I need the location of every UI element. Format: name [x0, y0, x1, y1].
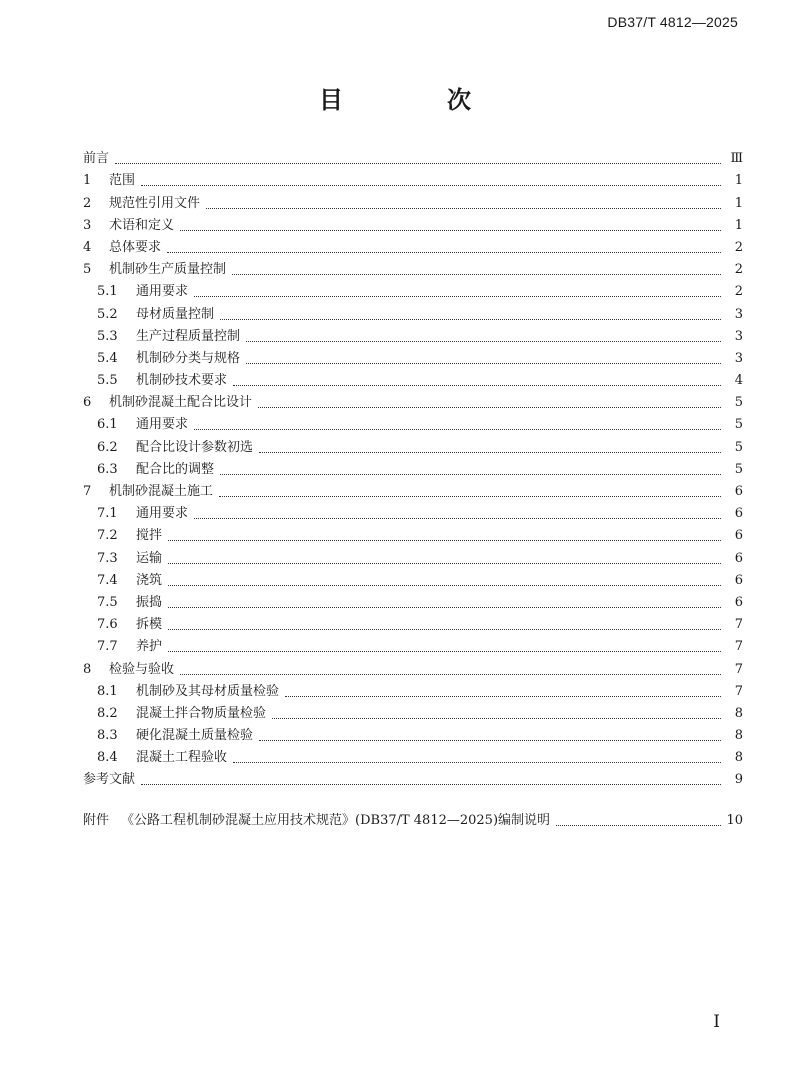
toc-entry[interactable] — [83, 744, 743, 766]
dot-leader — [219, 495, 721, 497]
toc-entry-title: 配合比设计参数初选 — [136, 439, 254, 455]
toc-entry[interactable] — [83, 278, 743, 300]
toc-entry-number: 8 — [83, 661, 92, 677]
toc-entry[interactable] — [83, 189, 743, 211]
toc-entry-page: 5 — [734, 439, 743, 455]
toc-entry-title: 浇筑 — [136, 572, 163, 588]
toc-entry-number: 6 — [83, 395, 92, 411]
toc-entry[interactable] — [83, 389, 743, 411]
dot-leader — [206, 207, 721, 209]
toc-entry[interactable] — [83, 678, 743, 700]
toc-entry[interactable] — [83, 323, 743, 345]
toc-entry[interactable] — [83, 300, 743, 322]
toc-entry[interactable] — [83, 633, 743, 655]
dot-leader — [168, 562, 721, 564]
toc-entry-page: 5 — [734, 395, 743, 411]
dot-leader — [194, 428, 721, 430]
toc-entry-number: 5.1 — [97, 284, 118, 300]
toc-entry-number: 4 — [83, 239, 92, 255]
toc-entry-title: 养护 — [136, 639, 163, 655]
toc-entry-title: 混凝土工程验收 — [136, 750, 228, 766]
toc-entry-number: 5.5 — [97, 373, 118, 389]
toc-entry[interactable] — [83, 433, 743, 455]
dot-leader — [194, 517, 721, 519]
table-of-contents — [83, 145, 743, 829]
dot-leader — [168, 650, 721, 652]
toc-entry[interactable] — [83, 256, 743, 278]
dot-leader — [115, 162, 721, 164]
toc-entry-title: 生产过程质量控制 — [136, 328, 241, 344]
dot-leader — [232, 273, 721, 275]
toc-entry-title: 混凝土拌合物质量检验 — [136, 705, 267, 721]
document-code: DB37/T 4812—2025 — [607, 14, 738, 30]
toc-entry-title: 通用要求 — [136, 506, 189, 522]
dot-leader — [246, 362, 721, 364]
toc-entry-page: 6 — [734, 484, 743, 499]
toc-entry-number: 7 — [83, 484, 92, 499]
toc-entry[interactable] — [83, 589, 743, 611]
toc-entry[interactable] — [83, 655, 743, 677]
toc-entry-number: 5.2 — [97, 306, 118, 322]
toc-entry[interactable] — [83, 456, 743, 478]
toc-entry-number: 7.1 — [97, 506, 118, 522]
toc-appendix-entry[interactable] — [83, 806, 743, 828]
toc-entry[interactable] — [83, 722, 743, 744]
toc-entry-number: 7.2 — [97, 528, 118, 544]
dot-leader — [258, 406, 721, 408]
toc-entry-page: 3 — [734, 350, 743, 366]
toc-entry-number: 3 — [83, 217, 92, 233]
dot-leader — [168, 628, 721, 630]
toc-entry-number: 8.3 — [97, 728, 118, 744]
dot-leader — [194, 295, 721, 297]
toc-entry-number: 5.4 — [97, 350, 118, 366]
toc-entry-title: 母材质量控制 — [136, 306, 215, 322]
toc-entry-page: 5 — [734, 461, 743, 477]
toc-entry-title: 规范性引用文件 — [109, 195, 201, 211]
dot-leader — [167, 251, 721, 253]
toc-entry-title: 机制砂及其母材质量检验 — [136, 683, 280, 699]
toc-entry-number: 5.3 — [97, 328, 118, 344]
dot-leader — [233, 761, 721, 763]
toc-entry-page: 2 — [734, 239, 743, 255]
toc-entry[interactable] — [83, 367, 743, 389]
toc-entry-page: 3 — [734, 328, 743, 344]
page-folio: I — [713, 1012, 720, 1032]
toc-entry-page: 2 — [734, 262, 743, 278]
toc-entry[interactable] — [83, 345, 743, 367]
toc-entry-page: 2 — [734, 284, 743, 300]
toc-entry-title: 硬化混凝土质量检验 — [136, 728, 254, 744]
toc-entry-title: 检验与验收 — [109, 661, 175, 677]
toc-entry-title: 机制砂技术要求 — [136, 373, 228, 389]
toc-entry-number: 6.3 — [97, 461, 118, 477]
toc-entry-page: 3 — [734, 306, 743, 322]
toc-entry-page: 6 — [734, 550, 743, 566]
toc-entry[interactable] — [83, 544, 743, 566]
toc-entry-page: 6 — [734, 594, 743, 610]
toc-entry-title: 搅拌 — [136, 528, 163, 544]
toc-entry-title: 参考文献 — [83, 772, 136, 788]
dot-leader — [180, 673, 721, 675]
toc-entry-page: 7 — [734, 639, 743, 655]
toc-entry-title: 前言 — [83, 151, 110, 167]
toc-entry-title: 运输 — [136, 550, 163, 566]
toc-entry-page: 6 — [734, 506, 743, 522]
toc-entry-page: 1 — [734, 217, 743, 233]
toc-entry-page: 6 — [734, 572, 743, 588]
toc-entry-page: 7 — [734, 661, 743, 677]
dot-leader — [259, 739, 721, 741]
toc-entry[interactable] — [83, 766, 743, 788]
toc-entry-number: 7.7 — [97, 639, 118, 655]
appendix-title: 《公路工程机制砂混凝土应用技术规范》(DB37/T 4812—2025)编制说明 — [121, 812, 551, 828]
toc-entry-title: 机制砂混凝土施工 — [109, 484, 214, 499]
toc-entry-title: 机制砂混凝土配合比设计 — [109, 395, 253, 411]
dot-leader — [168, 584, 721, 586]
dot-leader — [285, 695, 721, 697]
toc-entry-title: 范围 — [109, 173, 136, 189]
page-title: 目 次 — [319, 85, 511, 114]
dot-leader — [168, 539, 721, 541]
toc-entry-title: 拆模 — [136, 617, 163, 633]
toc-entry-number: 1 — [83, 173, 92, 189]
dot-leader — [220, 318, 721, 320]
toc-entry[interactable] — [83, 234, 743, 256]
toc-entry-page: 5 — [734, 417, 743, 433]
toc-entry[interactable] — [83, 522, 743, 544]
toc-entry-number: 7.6 — [97, 617, 118, 633]
toc-entry-page: 8 — [734, 705, 743, 721]
toc-entry[interactable] — [83, 478, 743, 500]
toc-entry-title: 机制砂分类与规格 — [136, 350, 241, 366]
toc-entry-page: 7 — [734, 683, 743, 699]
toc-entry-number: 7.3 — [97, 550, 118, 566]
toc-entry-page: Ⅲ — [730, 151, 743, 167]
toc-entry-title: 总体要求 — [109, 239, 162, 255]
toc-entry-page: 4 — [734, 373, 743, 389]
toc-entry-page: 1 — [734, 173, 743, 189]
toc-entry-title: 机制砂生产质量控制 — [109, 262, 227, 278]
toc-entry[interactable] — [83, 411, 743, 433]
toc-entry[interactable] — [83, 567, 743, 589]
dot-leader — [220, 473, 721, 475]
toc-entry-number: 2 — [83, 195, 92, 211]
dot-leader — [259, 451, 721, 453]
toc-entry-page: 7 — [734, 617, 743, 633]
appendix-page: 10 — [726, 812, 743, 828]
dot-leader — [180, 229, 721, 231]
toc-entry-page: 6 — [734, 528, 743, 544]
toc-entry-title: 通用要求 — [136, 284, 189, 300]
toc-entry-number: 8.1 — [97, 683, 118, 699]
dot-leader — [556, 824, 721, 826]
toc-entry[interactable] — [83, 700, 743, 722]
dot-leader — [272, 717, 721, 719]
toc-entry-page: 8 — [734, 750, 743, 766]
toc-entry-title: 配合比的调整 — [136, 461, 215, 477]
toc-entry-page: 8 — [734, 728, 743, 744]
dot-leader — [233, 384, 721, 386]
toc-entry-title: 术语和定义 — [109, 217, 175, 233]
dot-leader — [141, 783, 721, 785]
toc-entry-number: 6.1 — [97, 417, 118, 433]
toc-entry-number: 8.2 — [97, 705, 118, 721]
dot-leader — [141, 184, 721, 186]
toc-entry-number: 8.4 — [97, 750, 118, 766]
toc-entry-number: 6.2 — [97, 439, 118, 455]
toc-entry-number: 7.4 — [97, 572, 118, 588]
toc-entry-title: 振捣 — [136, 594, 163, 610]
toc-entry-page: 9 — [734, 772, 743, 788]
dot-leader — [168, 606, 721, 608]
toc-entry-page: 1 — [734, 195, 743, 211]
appendix-prefix: 附件 — [83, 812, 110, 828]
toc-entry[interactable] — [83, 212, 743, 234]
toc-entry[interactable] — [83, 167, 743, 189]
toc-entry-number: 7.5 — [97, 594, 118, 610]
dot-leader — [246, 340, 721, 342]
toc-entry[interactable] — [83, 500, 743, 522]
toc-entry[interactable] — [83, 145, 743, 167]
toc-entry-title: 通用要求 — [136, 417, 189, 433]
toc-entry-number: 5 — [83, 262, 92, 278]
toc-entry[interactable] — [83, 611, 743, 633]
